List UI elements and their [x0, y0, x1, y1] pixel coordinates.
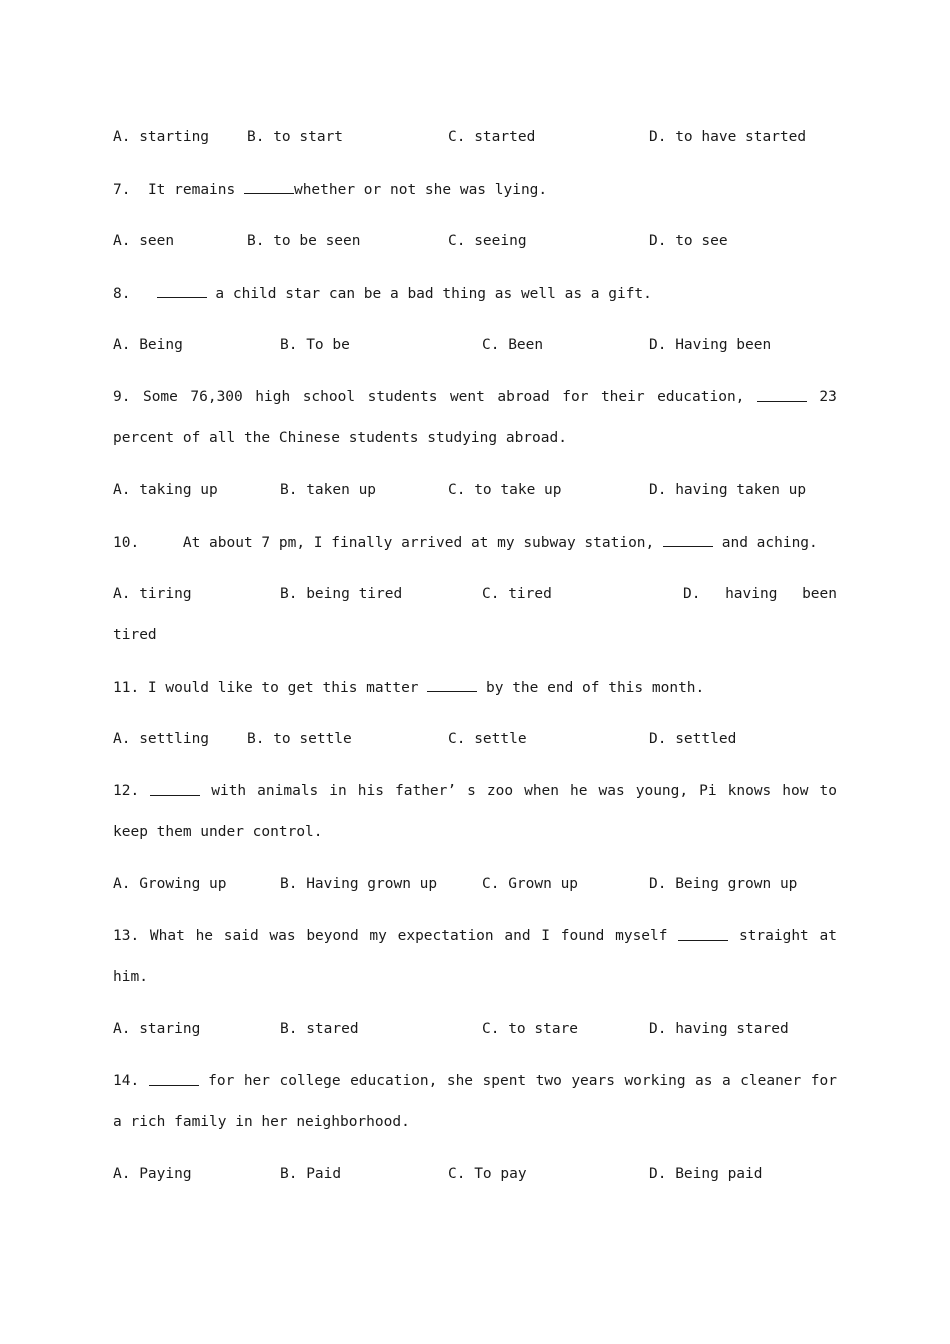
option-a: A. settling	[113, 731, 210, 747]
question-13-continued: him.	[113, 969, 148, 985]
option-c: C. To pay	[448, 1166, 527, 1182]
option-c: C. settle	[448, 731, 527, 747]
option-a: A. staring	[113, 1021, 201, 1037]
word: s	[467, 783, 476, 799]
word: 23	[819, 389, 837, 405]
question-number: 14.	[113, 1073, 140, 1089]
answer-blank	[157, 283, 207, 298]
answer-blank	[427, 677, 477, 692]
option-c: C. to stare	[482, 1021, 579, 1037]
question-11	[113, 677, 704, 698]
option-b: B. taken up	[280, 482, 377, 498]
word: was	[598, 783, 625, 799]
word: young,	[635, 783, 689, 799]
option-c: C. tired	[482, 586, 552, 602]
word: animals	[257, 783, 319, 799]
question-number: 9.	[113, 389, 131, 405]
word: with	[211, 783, 247, 799]
question-text: 11. I would like to get this matter	[113, 680, 428, 696]
question-number: 7.	[113, 182, 131, 198]
word: when	[524, 783, 560, 799]
word: two	[535, 1073, 562, 1089]
word: found	[560, 928, 605, 944]
word: and	[504, 928, 531, 944]
word: myself	[615, 928, 668, 944]
word: D.	[683, 586, 701, 602]
word: in	[329, 783, 347, 799]
word: Pi	[699, 783, 717, 799]
question-8	[113, 283, 652, 304]
option-a: A. starting	[113, 129, 210, 145]
word: Some	[142, 389, 178, 405]
question-text: It remains	[147, 182, 244, 198]
question-9	[113, 387, 837, 407]
option-a: A. Growing up	[113, 876, 227, 892]
answer-blank	[149, 1071, 199, 1086]
word: 76,300	[190, 389, 243, 405]
option-b: B. to be seen	[247, 233, 361, 249]
answer-blank	[150, 781, 200, 796]
option-b: B. Having grown up	[280, 876, 438, 892]
word: her	[243, 1073, 271, 1089]
word: What	[149, 928, 185, 944]
option-c: C. Grown up	[482, 876, 579, 892]
question-number: 13.	[113, 928, 140, 944]
word: cleaner	[740, 1073, 802, 1089]
option-d: D. having taken up	[649, 482, 807, 498]
word: school	[302, 389, 356, 405]
question-number: 12.	[113, 783, 140, 799]
question-text: At about 7 pm, I finally arrived at my subway station,	[182, 535, 663, 551]
word: I	[541, 928, 551, 944]
option-d: D. to have started	[649, 129, 807, 145]
option-b: B. to settle	[247, 731, 352, 747]
word: he	[570, 783, 588, 799]
word: college	[279, 1073, 341, 1089]
option-b: B. to start	[247, 129, 344, 145]
option-d: D. Being grown up	[649, 876, 798, 892]
question-text: and aching.	[713, 535, 818, 551]
option-c: C. Been	[482, 337, 544, 353]
option-d: D. settled	[649, 731, 737, 747]
question-number: 8.	[113, 286, 131, 302]
question-13	[113, 926, 837, 946]
option-d-continued: tired	[113, 627, 157, 643]
option-d: D. Having been	[649, 337, 772, 353]
answer-blank	[678, 926, 728, 941]
option-b: B. Paid	[280, 1166, 342, 1182]
word: father’	[395, 783, 457, 799]
word: expectation	[397, 928, 494, 944]
word: she	[446, 1073, 474, 1089]
word: students	[367, 389, 438, 405]
question-14	[113, 1071, 837, 1091]
answer-blank	[757, 387, 807, 402]
question-12	[113, 781, 837, 801]
option-a: A. Being	[113, 337, 183, 353]
word: my	[369, 928, 387, 944]
word: their	[600, 389, 645, 405]
option-a: A. tiring	[113, 586, 192, 602]
word: at	[819, 928, 837, 944]
word: for	[810, 1073, 837, 1089]
question-text: whether or not she was lying.	[293, 182, 548, 198]
option-c: C. started	[448, 129, 536, 145]
word: how	[782, 783, 809, 799]
question-text: by the end of this month.	[477, 680, 705, 696]
question-text: a child star can be a bad thing as well as a gift.	[206, 286, 652, 302]
option-b: B. To be	[280, 337, 350, 353]
word: straight	[738, 928, 809, 944]
word: his	[357, 783, 384, 799]
word: zoo	[486, 783, 514, 799]
word: education,	[350, 1073, 438, 1089]
option-d	[683, 584, 837, 604]
word: spent	[482, 1073, 527, 1089]
word: abroad	[497, 389, 550, 405]
word: high	[255, 389, 291, 405]
option-b: B. being tired	[280, 586, 403, 602]
word: years	[571, 1073, 615, 1089]
word: as	[695, 1073, 713, 1089]
word: been	[802, 586, 837, 602]
question-9-continued: percent of all the Chinese students studying abroad.	[113, 430, 567, 446]
word: said	[223, 928, 259, 944]
option-d: D. having stared	[649, 1021, 789, 1037]
question-10	[113, 532, 818, 553]
option-c: C. to take up	[448, 482, 562, 498]
option-a: A. Paying	[113, 1166, 192, 1182]
word: for	[562, 389, 589, 405]
word: for	[208, 1073, 235, 1089]
word: having	[725, 586, 778, 602]
word: was	[269, 928, 296, 944]
word: to	[819, 783, 837, 799]
option-a: A. seen	[113, 233, 175, 249]
word: a	[721, 1073, 731, 1089]
question-14-continued: a rich family in her neighborhood.	[113, 1114, 410, 1130]
option-a: A. taking up	[113, 482, 218, 498]
option-d: D. to see	[649, 233, 728, 249]
word: knows	[727, 783, 772, 799]
question-7	[113, 179, 547, 200]
question-number: 10.	[113, 535, 140, 551]
word: he	[195, 928, 214, 944]
option-b: B. stared	[280, 1021, 359, 1037]
word: working	[624, 1073, 686, 1089]
option-c: C. seeing	[448, 233, 527, 249]
word: beyond	[306, 928, 359, 944]
word: went	[449, 389, 485, 405]
question-12-continued: keep them under control.	[113, 824, 323, 840]
option-d: D. Being paid	[649, 1166, 763, 1182]
word: education,	[657, 389, 745, 405]
answer-blank	[663, 532, 713, 547]
answer-blank	[244, 179, 294, 194]
